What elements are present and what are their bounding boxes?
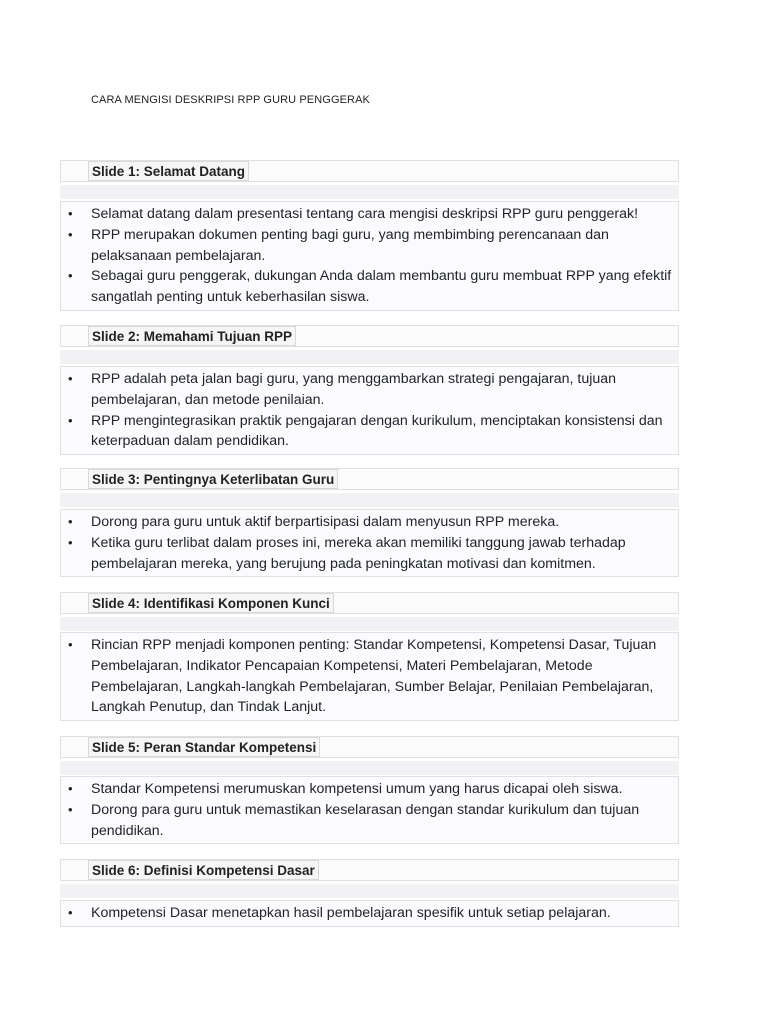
list-item: • Kompetensi Dasar menetapkan hasil pembelajaran spesifik untuk setiap pelajaran.	[61, 903, 678, 924]
slide-4-bullet-list	[60, 632, 679, 721]
document-title: CARA MENGISI DESKRIPSI RPP GURU PENGGERAK	[91, 94, 370, 106]
list-item: • Standar Kompetensi merumuskan kompetensi umum yang harus dicapai oleh siswa.	[61, 779, 678, 800]
slide-1-bullet-list	[60, 201, 679, 311]
slide-1-heading: Slide 1: Selamat Datang	[88, 161, 249, 181]
list-item: • Sebagai guru penggerak, dukungan Anda dalam membantu guru membuat RPP yang efektif sangatlah penting untuk keberhasilan siswa.	[61, 266, 678, 308]
spacer	[60, 350, 679, 364]
slide-2-heading: Slide 2: Memahami Tujuan RPP	[88, 326, 296, 346]
slide-2-bullet-list	[60, 366, 679, 455]
spacer	[60, 617, 679, 631]
slide-5-heading: Slide 5: Peran Standar Kompetensi	[88, 737, 320, 757]
list-item: • RPP merupakan dokumen penting bagi guru, yang membimbing perencanaan dan pelaksanaan pembelajaran.	[61, 225, 678, 267]
slide-3-bullet-list	[60, 509, 679, 577]
list-item: • Dorong para guru untuk memastikan keselarasan dengan standar kurikulum dan tujuan pendidikan.	[61, 800, 678, 842]
spacer	[60, 761, 679, 775]
spacer	[60, 493, 679, 507]
spacer	[60, 185, 679, 199]
slide-6-bullet-list	[60, 900, 679, 927]
list-item: • Ketika guru terlibat dalam proses ini, mereka akan memiliki tanggung jawab terhadap pembelajaran mereka, yang berujung pada peningkatan motivasi dan komitmen.	[61, 533, 678, 575]
slide-5-bullet-list	[60, 776, 679, 844]
slide-6-heading: Slide 6: Definisi Kompetensi Dasar	[88, 860, 319, 880]
slide-3-heading: Slide 3: Pentingnya Keterlibatan Guru	[88, 469, 338, 489]
list-item: • RPP adalah peta jalan bagi guru, yang menggambarkan strategi pengajaran, tujuan pembelajaran, dan metode penilaian.	[61, 369, 678, 411]
list-item: • Selamat datang dalam presentasi tentang cara mengisi deskripsi RPP guru penggerak!	[61, 204, 678, 225]
list-item: • Rincian RPP menjadi komponen penting: Standar Kompetensi, Kompetensi Dasar, Tujuan Pembelajaran, Indikator Pencapaian Kompetensi, Materi Pembelajaran, Metode Pembelajaran, Langkah-langkah Pembelajaran, Sumber Belajar, Penilaian Pembelajaran, Langkah Penutup, dan Tindak Lanjut.	[61, 635, 678, 718]
spacer	[60, 884, 679, 898]
slide-4-heading: Slide 4: Identifikasi Komponen Kunci	[88, 593, 334, 613]
list-item: • Dorong para guru untuk aktif berpartisipasi dalam menyusun RPP mereka.	[61, 512, 678, 533]
list-item: • RPP mengintegrasikan praktik pengajaran dengan kurikulum, menciptakan konsistensi dan keterpaduan dalam pendidikan.	[61, 411, 678, 453]
